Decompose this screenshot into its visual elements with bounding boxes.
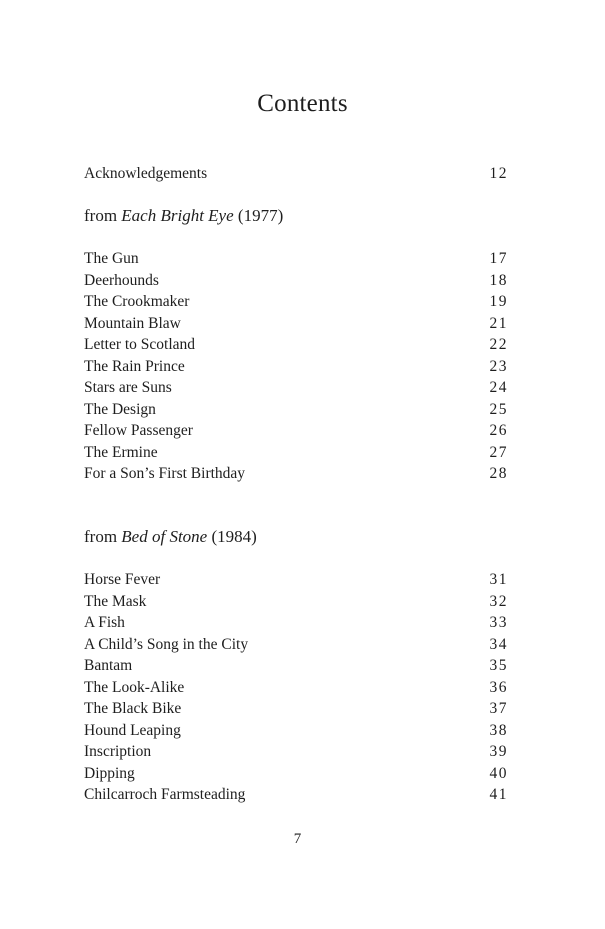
toc-entry-title: For a Son’s First Birthday xyxy=(84,465,246,482)
section-year: (1984) xyxy=(211,527,257,546)
section-prefix: from xyxy=(84,206,122,225)
toc-entry-title: Hound Leaping xyxy=(84,721,181,739)
toc-entry-title: Horse Fever xyxy=(84,571,161,588)
toc-entry xyxy=(84,741,508,763)
toc-entry xyxy=(84,698,508,720)
toc-entry-title: The Rain Prince xyxy=(84,357,185,375)
toc-entry-page: 34 xyxy=(489,635,508,653)
toc-entry xyxy=(84,677,508,699)
toc-entry xyxy=(84,763,508,785)
toc-entry-page: 27 xyxy=(489,443,508,461)
toc-entry xyxy=(84,399,508,421)
toc-entry-page: 23 xyxy=(489,357,508,375)
toc-entry xyxy=(84,655,508,677)
toc-entry-page: 33 xyxy=(489,614,508,631)
toc-entry xyxy=(84,784,508,806)
toc-entry xyxy=(84,270,508,292)
toc-entry-title: Mountain Blaw xyxy=(84,314,181,332)
toc-entry-title: Bantam xyxy=(84,657,133,674)
toc-entry-title: The Ermine xyxy=(84,443,158,461)
section-prefix: from xyxy=(84,527,122,546)
section-heading-each-bright-eye xyxy=(84,204,283,228)
toc-entry-page: 37 xyxy=(489,700,508,717)
toc-entry xyxy=(84,420,508,442)
toc-entry-title: A Child’s Song in the City xyxy=(84,635,249,653)
toc-entry xyxy=(84,377,508,399)
toc-entry xyxy=(84,334,508,356)
toc-entry xyxy=(84,291,508,313)
section-book-title: Bed of Stone xyxy=(121,527,208,546)
toc-entry-page: 31 xyxy=(489,571,508,588)
page-title: Contents xyxy=(257,90,348,117)
toc-entry xyxy=(84,634,508,656)
section-year: (1977) xyxy=(237,206,284,225)
toc-entry-title: Inscription xyxy=(84,743,152,760)
toc-entry-title: The Mask xyxy=(84,592,147,610)
toc-entry xyxy=(84,569,508,591)
toc-entry-title: Letter to Scotland xyxy=(84,336,196,353)
toc-entry-title: Deerhounds xyxy=(84,271,159,289)
toc-entry-page: 38 xyxy=(489,721,508,739)
toc-entry-title: Dipping xyxy=(84,764,135,782)
toc-entry xyxy=(84,356,508,378)
toc-entry-page: 28 xyxy=(489,465,508,482)
toc-entry-title: The Crookmaker xyxy=(84,293,190,310)
toc-entry-title: Fellow Passenger xyxy=(84,422,193,439)
toc-entry-page: 36 xyxy=(489,678,508,696)
page-number: 7 xyxy=(293,831,302,847)
toc-entry-title: A Fish xyxy=(84,614,125,631)
toc-entry-page: 32 xyxy=(489,592,508,610)
toc-entry-title: The Gun xyxy=(84,250,139,267)
toc-entry xyxy=(84,720,508,742)
toc-entry-title: The Design xyxy=(84,400,156,418)
section-book-title: Each Bright Eye xyxy=(121,206,234,225)
toc-entry-page: 22 xyxy=(489,336,508,353)
toc-entry-page: 40 xyxy=(489,764,508,782)
toc-entry xyxy=(84,442,508,464)
toc-entry xyxy=(84,463,508,485)
toc-entry-page: 25 xyxy=(489,400,508,418)
toc-entry-page: 12 xyxy=(489,165,508,182)
toc-entry-page: 17 xyxy=(489,250,508,267)
toc-entry-page: 24 xyxy=(489,379,508,396)
toc-entry-title: The Black Bike xyxy=(84,700,182,717)
toc-entry xyxy=(84,591,508,613)
toc-entry-page: 35 xyxy=(489,657,508,674)
toc-entry-title: The Look-Alike xyxy=(84,678,185,696)
section-heading-bed-of-stone xyxy=(84,525,257,549)
toc-entry-page: 41 xyxy=(489,786,508,803)
toc-entry-page: 39 xyxy=(489,743,508,760)
toc-entry-title: Stars are Suns xyxy=(84,379,172,396)
toc-entry-page: 26 xyxy=(489,422,508,439)
toc-entry-title: Acknowledgements xyxy=(84,165,208,182)
toc-entry xyxy=(84,248,508,270)
toc-entry-page: 19 xyxy=(489,293,508,310)
toc-entry xyxy=(84,313,508,335)
toc-entry-page: 21 xyxy=(489,314,508,332)
toc-entry-acknowledgements xyxy=(84,163,508,185)
toc-entry-title: Chilcarroch Farmsteading xyxy=(84,786,246,803)
toc-entry-page: 18 xyxy=(489,271,508,289)
toc-entry xyxy=(84,612,508,634)
